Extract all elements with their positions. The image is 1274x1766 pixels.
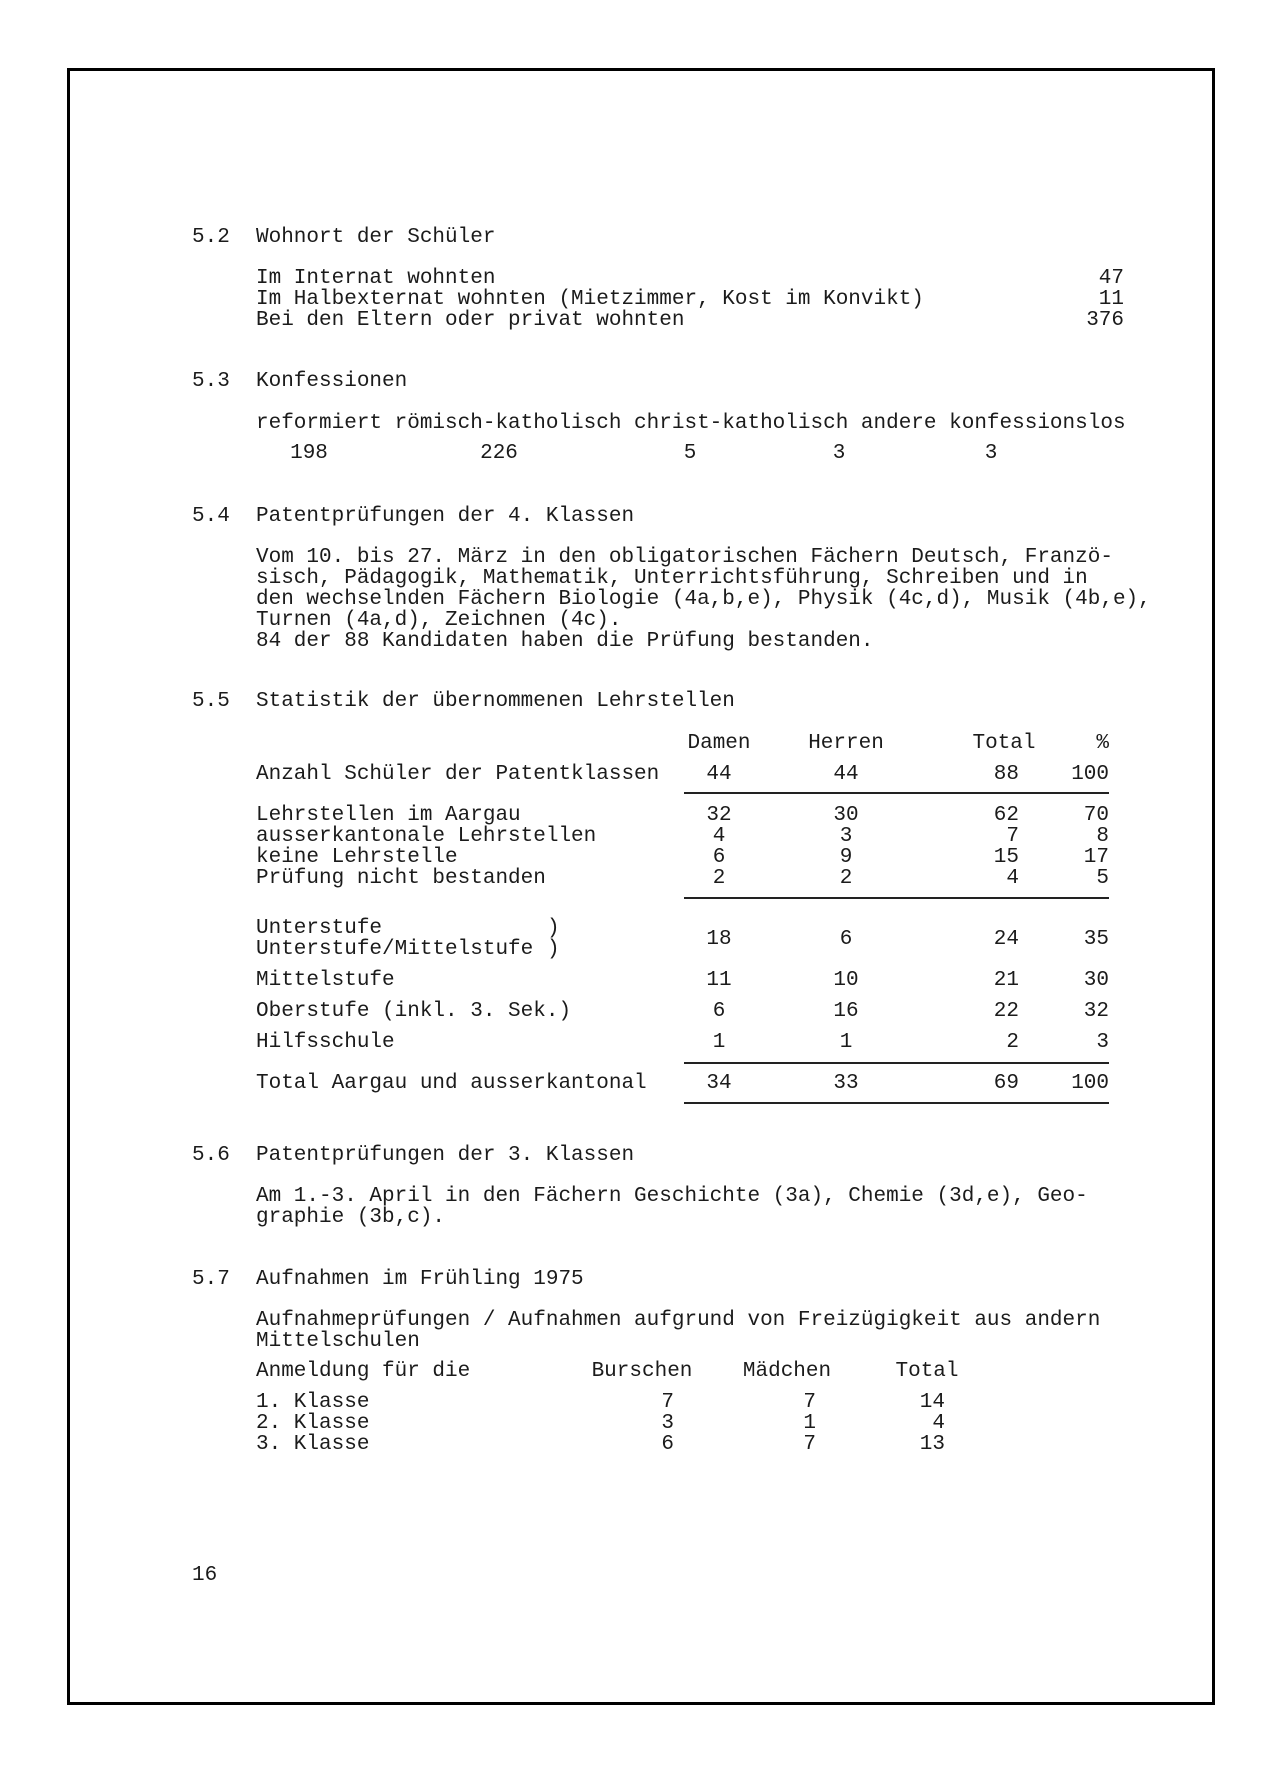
column-header: Herren [808,732,884,755]
row-label: Unterstufe [256,917,383,940]
paragraph-line: Turnen (4a,d), Zeichnen (4c). [256,609,622,632]
denomination-value: 5 [683,442,697,465]
section-title: Patentprüfungen der 4. Klassen [256,505,635,528]
paragraph-line: Am 1.-3. April in den Fächern Geschichte (3a), Chemie (3d,e), Geo- [256,1185,1088,1208]
cell: 5 [1096,867,1109,890]
cell: 13 [919,1433,945,1456]
cell: 1 [712,1031,726,1054]
cell: 18 [706,928,732,951]
cell: 44 [706,763,732,786]
section-number: 5.3 [192,370,230,393]
bracket-mark: ) [547,938,560,961]
section-title: Statistik der übernommenen Lehrstellen [256,690,735,713]
cell: 30 [1083,969,1109,992]
cell: 35 [1083,928,1109,951]
section-title: Aufnahmen im Frühling 1975 [256,1268,584,1291]
table-divider [684,1062,1109,1064]
paragraph-line: graphie (3b,c). [256,1206,446,1229]
document-scan-border [67,68,1215,1705]
cell: 7 [661,1391,674,1414]
cell: 100 [1071,763,1109,786]
cell: 30 [833,804,859,827]
cell: 6 [839,928,853,951]
section-title: Patentprüfungen der 3. Klassen [256,1144,635,1167]
cell: 69 [993,1072,1019,1095]
row-label: Hilfsschule [256,1031,395,1054]
row-label: ausserkantonale Lehrstellen [256,825,597,848]
row-label: 2. Klasse [256,1412,370,1435]
cell: 3 [1096,1031,1109,1054]
cell: 8 [1096,825,1109,848]
cell: 2 [839,867,853,890]
cell: 17 [1083,846,1109,869]
cell: 33 [833,1072,859,1095]
section-title: Wohnort der Schüler [256,226,496,249]
section-number: 5.5 [192,690,230,713]
cell: 14 [919,1391,945,1414]
cell: 3 [661,1412,674,1435]
table-divider [684,897,1109,899]
cell: 32 [1083,1000,1109,1023]
cell: 21 [993,969,1019,992]
row-label: Mittelstufe [256,969,395,992]
cell: 2 [712,867,726,890]
column-header: Damen [687,732,751,755]
cell: 7 [1006,825,1019,848]
cell: 6 [661,1433,674,1456]
residence-label: Bei den Eltern oder privat wohnten [256,309,685,332]
paragraph-line: Vom 10. bis 27. März in den obligatorischen Fächern Deutsch, Franzö- [256,546,1113,569]
paragraph-line: Mittelschulen [256,1330,420,1353]
cell: 24 [993,928,1019,951]
cell: 6 [712,1000,726,1023]
section-number: 5.2 [192,226,230,249]
cell: 22 [993,1000,1019,1023]
cell: 3 [839,825,853,848]
row-label: Total Aargau und ausserkantonal [256,1072,647,1095]
row-label: 1. Klasse [256,1391,370,1414]
cell: 1 [803,1412,816,1435]
cell: 9 [839,846,853,869]
cell: 100 [1071,1072,1109,1095]
document-page [67,68,1215,1705]
column-header: Total [895,1360,959,1383]
section-number: 5.6 [192,1144,230,1167]
cell: 10 [833,969,859,992]
column-header: Total [972,732,1036,755]
section-title: Konfessionen [256,370,408,393]
residence-label: Im Halbexternat wohnten (Mietzimmer, Kost im Konvikt) [256,288,924,311]
cell: 1 [839,1031,853,1054]
admissions-header-label: Anmeldung für die [256,1360,471,1383]
table-divider [684,792,1109,794]
row-label: Oberstufe (inkl. 3. Sek.) [256,1000,572,1023]
denomination-value: 226 [480,442,518,465]
cell: 32 [706,804,732,827]
cell: 62 [993,804,1019,827]
cell: 44 [833,763,859,786]
cell: 16 [833,1000,859,1023]
denomination-value: 198 [290,442,328,465]
residence-label: Im Internat wohnten [256,267,496,290]
cell: 88 [993,763,1019,786]
cell: 6 [712,846,726,869]
cell: 4 [712,825,726,848]
residence-value: 376 [1086,309,1124,332]
row-label: 3. Klasse [256,1433,370,1456]
cell: 11 [706,969,732,992]
cell: 4 [932,1412,945,1435]
table-divider [684,1102,1109,1104]
row-label: Anzahl Schüler der Patentklassen [256,763,660,786]
page-number: 16 [192,1564,218,1587]
paragraph-line: sisch, Pädagogik, Mathematik, Unterrichtsführung, Schreiben und in [256,567,1088,590]
cell: 2 [1006,1031,1019,1054]
column-header: Mädchen [742,1360,832,1383]
bracket-mark: ) [547,917,560,940]
paragraph-line: 84 der 88 Kandidaten haben die Prüfung bestanden. [256,630,874,653]
cell: 15 [993,846,1019,869]
paragraph-line: den wechselnden Fächern Biologie (4a,b,e), Physik (4c,d), Musik (4b,e), [256,588,1151,611]
row-label: Unterstufe/Mittelstufe [256,938,534,961]
cell: 7 [803,1433,816,1456]
cell: 4 [1006,867,1019,890]
denomination-value: 3 [832,442,846,465]
column-header: Burschen [591,1360,693,1383]
paragraph-line: Aufnahmeprüfungen / Aufnahmen aufgrund von Freizügigkeit aus andern [256,1309,1101,1332]
row-label: Lehrstellen im Aargau [256,804,521,827]
section-number: 5.4 [192,505,230,528]
denomination-value: 3 [984,442,998,465]
row-label: Prüfung nicht bestanden [256,867,546,890]
section-number: 5.7 [192,1268,230,1291]
denominations-header: reformiert römisch-katholisch christ-katholisch andere konfessionslos [256,412,1126,435]
column-header: % [1096,732,1109,755]
residence-value: 47 [1098,267,1124,290]
cell: 70 [1083,804,1109,827]
residence-value: 11 [1098,288,1124,311]
cell: 7 [803,1391,816,1414]
row-label: keine Lehrstelle [256,846,458,869]
cell: 34 [706,1072,732,1095]
